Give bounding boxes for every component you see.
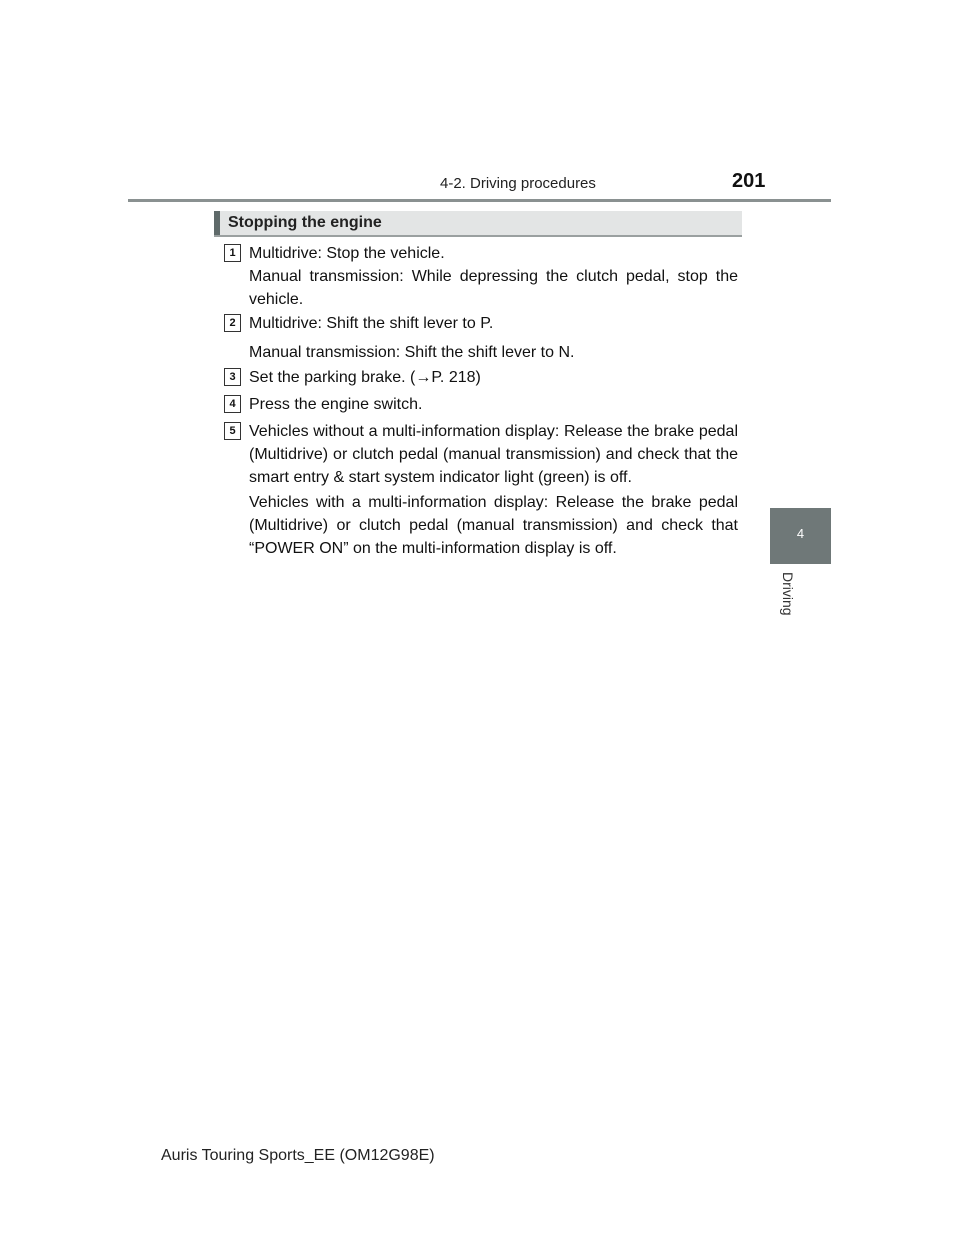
step-3-line-1: Set the parking brake. (→P. 218) xyxy=(249,369,481,386)
header-section-title: 4-2. Driving procedures xyxy=(440,175,596,192)
step-1-line-1: Multidrive: Stop the vehicle. xyxy=(249,245,445,262)
step-number-2: 2 xyxy=(224,314,241,332)
step-2-line-1: Multidrive: Shift the shift lever to P. xyxy=(249,315,494,332)
step-number-4: 4 xyxy=(224,395,241,413)
header-rule xyxy=(128,199,831,202)
step-4-line-1: Press the engine switch. xyxy=(249,396,423,413)
step-2-line-2: Manual transmission: Shift the shift lever to N. xyxy=(249,344,575,361)
page-number: 201 xyxy=(732,170,766,192)
step-5-line-2: Vehicles with a multi-information display: Release the brake pedal (Multidrive) or clutch pedal (manual transmission) and check that “POWER ON” on the multi-information display is off. xyxy=(249,494,738,557)
chapter-number: 4 xyxy=(796,526,805,541)
step-5-line-1: Vehicles without a multi-information display: Release the brake pedal (Multidrive) or clutch pedal (manual transmission) and check that the smart entry & start system indicator light (green) is off. xyxy=(249,423,738,486)
chapter-label: Driving xyxy=(780,572,796,616)
section-heading xyxy=(214,211,742,237)
step-number-3: 3 xyxy=(224,368,241,386)
step-number-5: 5 xyxy=(224,422,241,440)
section-heading-bar xyxy=(214,211,220,235)
footer-model: Auris Touring Sports_EE (OM12G98E) xyxy=(161,1147,435,1164)
step-number-1: 1 xyxy=(224,244,241,262)
step-1-line-2: Manual transmission: While depressing the clutch pedal, stop the vehicle. xyxy=(249,268,738,308)
section-title: Stopping the engine xyxy=(228,214,382,231)
chapter-tab xyxy=(770,508,831,564)
